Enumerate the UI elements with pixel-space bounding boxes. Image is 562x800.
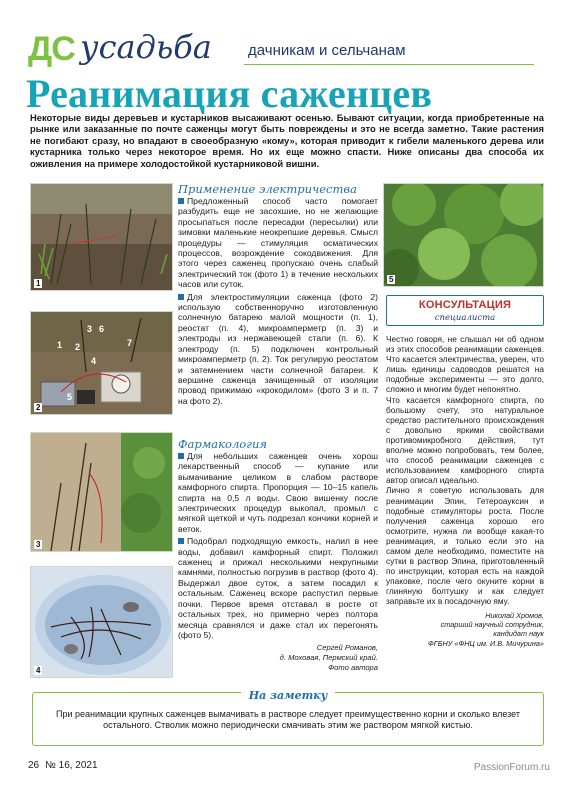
photo-2-label: 7 — [127, 338, 133, 348]
paragraph: Подобрал подходящую емкость, налил в нее воды, добавил камфорный спирт. Положил саженец и прижал несколькими некрупными камнями, полностью погрузив в раствор (фото 4). Выдержал двое суток, а затем посадил к остальным. Саженец вскоре распустил первые почки. Первое время отставал в росте от остальных трех, но примерно через полтора месяца сравнялся и даже стал их перегонять (фото 5). — [178, 536, 378, 640]
photo-4-number: 4 — [36, 666, 41, 675]
header-divider — [244, 64, 534, 65]
photo-2-label: 5 — [67, 392, 73, 402]
page-number: 26 — [28, 760, 40, 771]
photo-3-number: 3 — [36, 540, 41, 549]
photo-1 — [30, 183, 173, 291]
author-name: Сергей Романов, — [316, 643, 378, 653]
section-label: дачникам и сельчанам — [248, 42, 406, 59]
photo-2-label: 1 — [57, 340, 63, 350]
magazine-header — [28, 28, 548, 70]
expert-org: ФГБНУ «ФНЦ им. И.В. Мичурина» — [427, 638, 544, 648]
section-heading: Фармакология — [178, 437, 268, 451]
article-lead: Некоторые виды деревьев и кустарников высаживают осенью. Бывают ситуации, когда приобретенные на рынке или заказанные по почте саженцы могут быть повреждены и это не всегда заметно. Такие растения не погибают сразу, но впадают в своеобразную «кому», которая приводит к гибели маленького дерева или кустарника только через некоторое время. Но их еще можно спасти. Ниже описаны два способа их оживления на примере холодостойкой кустарниковой вишни. — [30, 112, 544, 169]
issue-number: № 16, 2021 — [45, 760, 98, 771]
paragraph: Честно говоря, не слышал ни об одном из этих способов реанимации саженцев. Что касается электричества, уверен, что лишь единицы садоводов решатся на подобные эксперименты — это долго, сложно и многим будет непонятно. — [386, 334, 544, 395]
page-footer — [28, 760, 98, 771]
note-text: При реанимации крупных саженцев вымачивать в растворе следует преимущественно корни и сколько влезет остального. Стволик можно периодически смачивать этим же раствором мягкой кистью. — [56, 709, 520, 730]
photo-4 — [30, 566, 173, 678]
bullet-square-icon — [178, 198, 184, 204]
photo-1-image — [31, 184, 173, 291]
bullet-square-icon — [178, 453, 184, 459]
watermark: PassionForum.ru — [473, 762, 550, 773]
paragraph: Предложенный способ часто помогает разбудить еще не засохшие, но не желающие просыпаться после пересадки (пересылки) или зимовки маленькие неокрепшие деревья. Смысл процедуры — стимуляция осматических процессов, возрождение сокодвижения. Для этого через саженец пропускаю очень слабый электрический ток (фото 1) в течение нескольких часов или суток. — [178, 196, 378, 290]
photo-3-image — [31, 433, 173, 552]
logo-usadba: усадьба — [80, 28, 212, 66]
consultation-body — [386, 334, 544, 607]
photo-2-label: 4 — [91, 356, 97, 366]
paragraph: Что касается камфорного спирта, по большому счету, это натуральное средство растительного происхождения с довольно яркими свойствами противомикробного действия, тут вполне можно попробовать, тем более, что способ реанимации саженцев с использованием камфорного спирта автор описал идеально. — [386, 394, 544, 486]
logo-ds: ДС — [28, 30, 75, 68]
article-title: Реанимация саженцев — [26, 71, 433, 116]
paragraph: Для электростимуляции саженца (фото 2) использую собственноручно изготовленную солнечную батарею малой мощности (п. 1), реостат (п. 4), микроамперметр (п. 3) и электроды из нержавеющей стали (п. 6). К электроду (п. 5) подключен контрольный микроамперметр (п. 2). Ток регулирую реостатом и затемнением части солнечной батареи. К вершине саженца зачищенный от изоляции провод прижимаю «крокодилом» (фото 3 и п. 7 на фото 2). — [178, 291, 378, 406]
photo-1-number: 1 — [36, 279, 41, 288]
section-electricity — [178, 182, 378, 406]
photo-4-image — [31, 567, 173, 678]
consultation-title: КОНСУЛЬТАЦИЯ — [418, 299, 512, 311]
consultation-box — [386, 295, 544, 648]
photo-5 — [383, 183, 544, 287]
photo-2-label: 6 — [99, 324, 105, 334]
consultation-subtitle: специалиста — [434, 313, 496, 323]
photo-2-label: 3 — [87, 324, 93, 334]
photo-2-label: 2 — [75, 342, 81, 352]
paragraph: Лично я советую использовать для реанимации Эпин, Гетероауксин и подобные стимуляторы роста. После получения саженца хорошо его осмотрите, нужна ли вообще какая-то реанимация, и только если это на самом деле необходимо, поместите на сутки в раствор Эпина, приготовленный по инструкции, которая есть на каждой упаковке, после чего окуните корни в глиняную болтушку и как следует заправьте их в посадочную яму. — [386, 485, 544, 607]
author-place: д. Моховая, Пермский край. — [279, 653, 378, 663]
section-pharmacology — [178, 437, 378, 673]
photo-5-number: 5 — [389, 275, 394, 284]
paragraph: Для небольших саженцев очень хорош лекарственный способ — купание или вымачивание целиком в слабом растворе камфорного спирта. Пропорция — 10–15 капель спирта на 0,5 л воды. Свою вишенку после электрических процедур выкопал, промыл с мягкой щеткой и чуть подрезал кончики корней и веток. — [178, 451, 378, 534]
photo-2-number: 2 — [36, 403, 41, 412]
expert-name: Николай Хромов, — [485, 610, 544, 620]
photo-credit: Фото автора — [328, 663, 378, 673]
photo-2 — [30, 311, 173, 415]
photo-3 — [30, 432, 173, 552]
expert-position: старший научный сотрудник, — [440, 619, 544, 629]
expert-signature — [386, 611, 544, 649]
section-heading: Применение электричества — [178, 182, 357, 196]
expert-degree: кандидат наук — [493, 629, 544, 639]
bullet-square-icon — [178, 538, 184, 544]
note-title: На заметку — [241, 689, 336, 702]
photo-5-image — [384, 184, 544, 287]
bullet-square-icon — [178, 294, 184, 300]
consultation-header — [386, 295, 544, 326]
note-box — [32, 689, 544, 746]
